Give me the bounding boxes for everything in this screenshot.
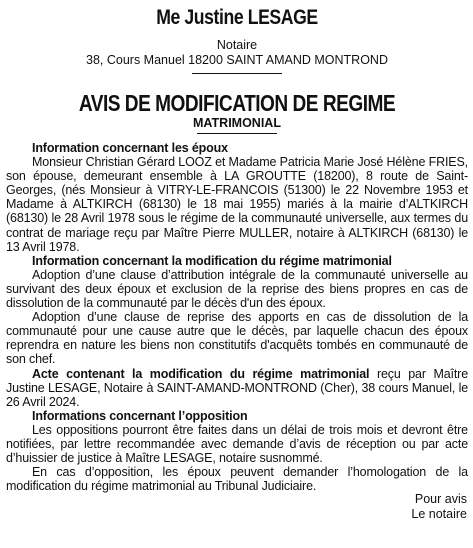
section-heading-opposition: Informations concernant l’opposition	[32, 408, 248, 423]
title-divider	[197, 133, 277, 134]
paragraph-opposition-1: Les oppositions pourront être faites dans un délai de trois mois et devront être notifiées, par lettre recommandée avec demande d’avis de réception ou par acte d’huissier de justice à Maître LESAGE, notaire susnommé.	[6, 422, 468, 466]
notice-subtitle: MATRIMONIAL	[193, 116, 281, 130]
notice-body	[6, 141, 468, 493]
signature-block	[411, 492, 467, 522]
notary-role: Notaire	[216, 38, 258, 52]
paragraph-epoux: Monsieur Christian Gérard LOOZ et Madame Patricia Marie José Hélène FRIES, son épouse, demeurant ensemble à LA GROUTTE (18200), 8 route de Saint-Georges, (nés Monsieur à VITRY-LE-FRANCOIS (51300) le 22 Novembre 1953 et Madame à ALTKIRCH (68130) le 18 mai 1955) mariés à la mairie d’ALTKIRCH (68130) le 28 Avril 1978 sous le régime de la communauté universelle, aux termes du contrat de mariage reçu par Maître Pierre MULLER, notaire à ALTKIRCH (68130) le 13 Avril 1978.	[6, 155, 468, 254]
notice-title-block	[6, 90, 468, 134]
signature-line-1: Pour avis	[414, 492, 467, 506]
paragraph-modification-1: Adoption d’une clause d’attribution intégrale de la communauté universelle au survivant des deux époux et exclusion de la reprise des biens propres en cas de dissolution de la communauté par le décès d'un des époux.	[6, 267, 468, 311]
notice-title: AVIS DE MODIFICATION DE REGIME	[78, 90, 396, 116]
paragraph-acte	[6, 367, 468, 409]
acte-text: reçu par Maître Justine LESAGE, Notaire à SAINT-AMAND-MONTROND (Cher), 38 cours Manuel, le 26 Avril 2024.	[6, 366, 468, 409]
section-heading-modification: Information concernant la modification du régime matrimonial	[32, 253, 392, 268]
notary-address: 38, Cours Manuel 18200 SAINT AMAND MONTROND	[86, 53, 388, 67]
signature-line-2: Le notaire	[411, 507, 467, 521]
paragraph-opposition-2: En cas d’opposition, les époux peuvent demander l’homologation de la modification du régime matrimonial au Tribunal Judiciaire.	[6, 465, 468, 494]
header-divider	[192, 73, 282, 74]
paragraph-modification-2: Adoption d’une clause de reprise des apports en cas de dissolution de la communauté pour une cause autre que le décès, par laquelle chacun des époux reprendra en nature les biens non constitutifs d'acquêts tombés en communauté de son chef.	[6, 310, 468, 367]
section-heading-epoux: Information concernant les époux	[32, 141, 228, 155]
notary-name: Me Justine LESAGE	[156, 6, 318, 29]
header	[6, 6, 468, 74]
acte-label: Acte contenant la modification du régime matrimonial	[32, 366, 370, 381]
